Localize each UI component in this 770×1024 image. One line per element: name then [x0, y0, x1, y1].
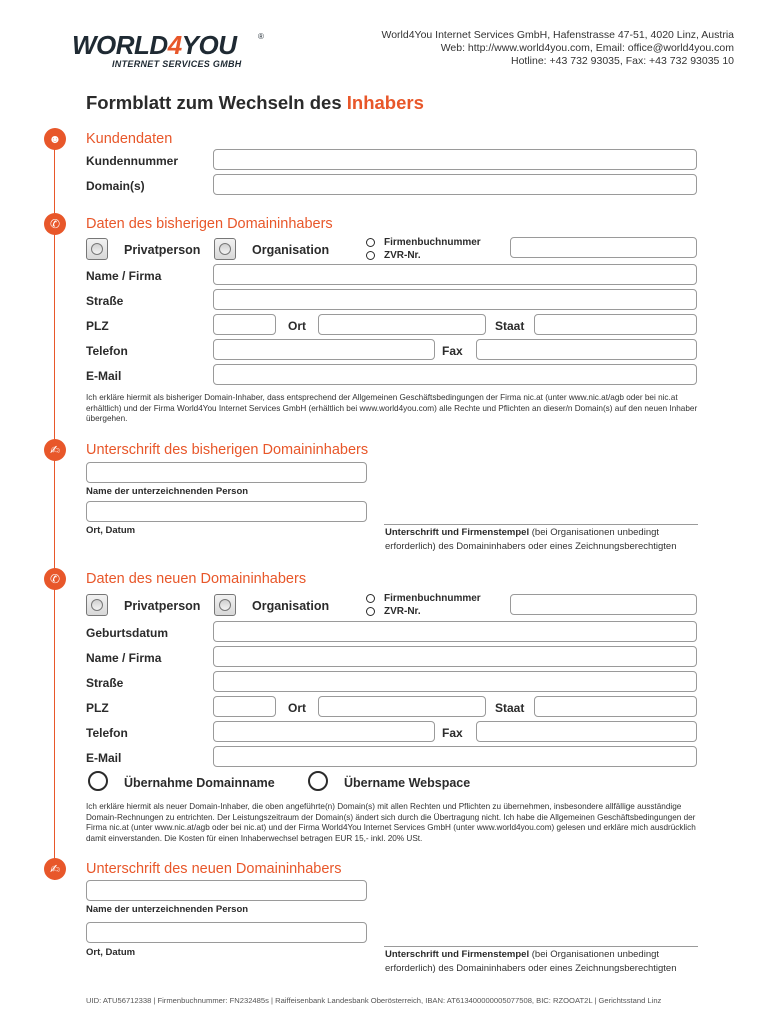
label-new-name: Name / Firma — [86, 651, 162, 665]
old-fax-input[interactable] — [476, 339, 697, 360]
old-telefon-input[interactable] — [213, 339, 435, 360]
section-heading-new-owner: Daten des neuen Domaininhabers — [86, 571, 307, 587]
new-register-number-input[interactable] — [510, 594, 697, 615]
label-new-telefon: Telefon — [86, 726, 128, 740]
label-old-signer-name: Name der unterzeichnenden Person — [86, 486, 249, 497]
label-kundennummer: Kundennummer — [86, 154, 179, 168]
label-old-staat: Staat — [495, 319, 525, 333]
new-strasse-input[interactable] — [213, 671, 697, 692]
label-old-email: E-Mail — [86, 369, 122, 383]
company-web-email: Web: http://www.world4you.com, Email: office@world4you.com — [440, 42, 734, 54]
label-old-privatperson: Privatperson — [124, 243, 201, 257]
logo-text-world: WORLD — [72, 30, 168, 60]
label-new-strasse: Straße — [86, 676, 124, 690]
user-icon: ☻ — [44, 128, 66, 150]
label-uebername-webspace: Übername Webspace — [344, 776, 471, 790]
old-sig-caption-bold: Unterschrift und Firmenstempel — [385, 527, 530, 538]
new-firmenbuchnummer-radio[interactable] — [366, 594, 375, 603]
new-plz-input[interactable] — [213, 696, 276, 717]
new-zvr-radio[interactable] — [366, 607, 375, 616]
logo-registered-mark: ® — [258, 32, 264, 41]
label-old-name: Name / Firma — [86, 269, 162, 283]
section-timeline — [54, 140, 55, 880]
label-old-strasse: Straße — [86, 294, 124, 308]
new-email-input[interactable] — [213, 746, 697, 767]
label-old-ort-datum: Ort, Datum — [86, 525, 136, 536]
footer-legal-info: UID: ATU56712338 | Firmenbuchnummer: FN232485s | Raiffeisenbank Landesbank Oberösterreich, IBAN: AT613400000005077508, BIC: RZOOAT2L | Gerichtsstand Linz — [86, 996, 662, 1005]
new-sig-caption-rest2: erforderlich) des Domaininhabers oder eines Zeichnungsberechtigten — [385, 963, 677, 974]
label-old-organisation: Organisation — [252, 243, 330, 257]
new-signer-name-input[interactable] — [86, 880, 367, 901]
label-old-zvr: ZVR-Nr. — [384, 250, 421, 261]
new-signature-caption — [385, 948, 705, 976]
label-new-ort-datum: Ort, Datum — [86, 947, 136, 958]
new-name-input[interactable] — [213, 646, 697, 667]
new-signature-line[interactable] — [384, 946, 698, 947]
old-email-input[interactable] — [213, 364, 697, 385]
label-old-firmenbuchnummer: Firmenbuchnummer — [384, 237, 481, 248]
uebername-webspace-radio[interactable] — [308, 771, 328, 791]
logo-wordmark — [72, 32, 262, 58]
world4you-logo — [72, 32, 262, 68]
label-uebernahme-domainname: Übernahme Domainname — [124, 776, 275, 790]
old-sig-caption-rest2: erforderlich) des Domaininhabers oder eines Zeichnungsberechtigten — [385, 541, 677, 552]
label-new-ort: Ort — [288, 701, 306, 715]
old-plz-input[interactable] — [213, 314, 276, 335]
new-ort-input[interactable] — [318, 696, 486, 717]
pen-icon: ✍ — [44, 858, 66, 880]
page-title — [86, 92, 424, 114]
section-heading-old-owner: Daten des bisherigen Domaininhabers — [86, 216, 333, 232]
old-ort-datum-input[interactable] — [86, 501, 367, 522]
company-hotline: Hotline: +43 732 93035, Fax: +43 732 93035 10 — [510, 55, 734, 67]
old-organisation-radio[interactable] — [214, 238, 236, 260]
logo-text-four: 4 — [167, 30, 182, 60]
old-owner-declaration: Ich erkläre hiermit als bisheriger Domain-Inhaber, dass entsprechend der Allgemeinen Geschäftsbedingungen der Firma nic.at (unter www.nic.at/agb oder bei nic.at erhältlich) und der Firma World4You Internet Services GmbH (erhältlich bei www.world4you.com) alle Rechte und Pflichten an dieser/n Domain(s) auf den neuen Inhaber übergehen. — [86, 393, 698, 423]
old-ort-input[interactable] — [318, 314, 486, 335]
label-old-telefon: Telefon — [86, 344, 128, 358]
label-domains: Domain(s) — [86, 179, 145, 193]
logo-subtitle: INTERNET SERVICES GMBH — [112, 59, 242, 69]
label-new-geburtsdatum: Geburtsdatum — [86, 626, 169, 640]
label-new-plz: PLZ — [86, 701, 109, 715]
old-signature-caption — [385, 526, 705, 554]
label-new-zvr: ZVR-Nr. — [384, 606, 421, 617]
kundennummer-input[interactable] — [213, 149, 697, 170]
old-strasse-input[interactable] — [213, 289, 697, 310]
new-staat-input[interactable] — [534, 696, 697, 717]
label-old-plz: PLZ — [86, 319, 109, 333]
section-heading-old-signature: Unterschrift des bisherigen Domaininhabers — [86, 442, 369, 458]
new-owner-declaration: Ich erkläre hiermit als neuer Domain-Inhaber, die oben angeführte(n) Domain(s) mit allen Rechten und Pflichten zu übernehmen, insbesondere allfällige ausständige Domain-Rechnungen zu entrichten. Der Leistungszeitraum der Domain(s) ändert sich durch die Übertragung nicht. Ich habe die Allgemeinen Geschäftsbedingungen der Firma nic.at (unter www.nic.at/agb oder bei nic.at) und der Firma World4You Internet Services GmbH (unter www.world4you.com) gelesen und erkläre mich ausdrücklich damit einverstanden. Die Kosten für einen Inhaberwechsel betragen EUR 15,- inkl. 20% USt. — [86, 802, 696, 843]
new-privatperson-radio[interactable] — [86, 594, 108, 616]
company-address: World4You Internet Services GmbH, Hafenstrasse 47-51, 4020 Linz, Austria — [381, 29, 734, 41]
old-register-number-input[interactable] — [510, 237, 697, 258]
domains-input[interactable] — [213, 174, 697, 195]
logo-text-you: YOU — [181, 30, 237, 60]
label-new-staat: Staat — [495, 701, 525, 715]
pen-icon: ✍ — [44, 439, 66, 461]
new-ort-datum-input[interactable] — [86, 922, 367, 943]
phone-icon: ✆ — [44, 568, 66, 590]
old-zvr-radio[interactable] — [366, 251, 375, 260]
new-sig-caption-bold: Unterschrift und Firmenstempel — [385, 949, 530, 960]
label-new-email: E-Mail — [86, 751, 122, 765]
label-old-ort: Ort — [288, 319, 306, 333]
new-telefon-input[interactable] — [213, 721, 435, 742]
section-heading-kundendaten: Kundendaten — [86, 131, 173, 147]
section-heading-new-signature: Unterschrift des neuen Domaininhabers — [86, 861, 342, 877]
new-organisation-radio[interactable] — [214, 594, 236, 616]
label-new-privatperson: Privatperson — [124, 599, 201, 613]
old-privatperson-radio[interactable] — [86, 238, 108, 260]
new-sig-caption-rest1: (bei Organisationen unbedingt — [529, 949, 660, 960]
old-firmenbuchnummer-radio[interactable] — [366, 238, 375, 247]
new-fax-input[interactable] — [476, 721, 697, 742]
phone-icon: ✆ — [44, 213, 66, 235]
label-new-fax: Fax — [442, 726, 463, 740]
label-new-firmenbuchnummer: Firmenbuchnummer — [384, 593, 481, 604]
old-name-input[interactable] — [213, 264, 697, 285]
label-new-organisation: Organisation — [252, 599, 330, 613]
new-geburtsdatum-input[interactable] — [213, 621, 697, 642]
old-sig-caption-rest1: (bei Organisationen unbedingt — [529, 527, 660, 538]
uebernahme-domainname-radio[interactable] — [88, 771, 108, 791]
old-signature-line[interactable] — [384, 524, 698, 525]
title-main: Formblatt zum Wechseln des — [86, 92, 347, 113]
old-staat-input[interactable] — [534, 314, 697, 335]
label-new-signer-name: Name der unterzeichnenden Person — [86, 904, 249, 915]
label-old-fax: Fax — [442, 344, 463, 358]
old-signer-name-input[interactable] — [86, 462, 367, 483]
company-contact-info — [381, 29, 734, 68]
title-accent: Inhabers — [346, 92, 424, 113]
